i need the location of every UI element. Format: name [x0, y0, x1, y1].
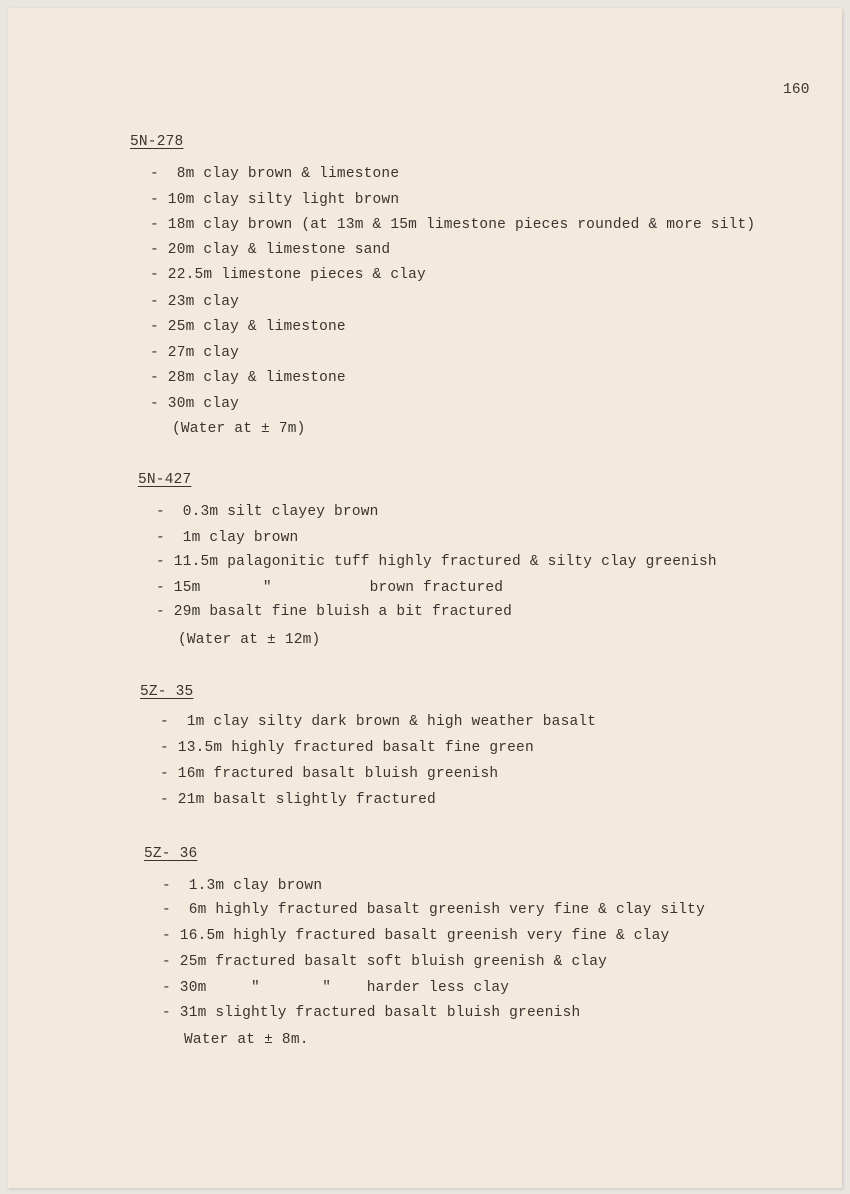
log-entry: - 18m clay brown (at 13m & 15m limestone pieces rounded & more silt)	[150, 217, 756, 233]
log-entry: - 16m fractured basalt bluish greenish	[160, 766, 499, 782]
log-entry: - 27m clay	[150, 345, 240, 361]
log-entry: - 10m clay silty light brown	[150, 192, 400, 208]
water-note: (Water at ± 12m)	[178, 632, 321, 648]
water-note: (Water at ± 7m)	[172, 421, 306, 437]
log-entry: - 11.5m palagonitic tuff highly fractured & silty clay greenish	[156, 554, 717, 570]
log-entry: - 22.5m limestone pieces & clay	[150, 267, 426, 283]
log-entry: - 1m clay silty dark brown & high weather basalt	[160, 714, 597, 730]
log-entry: - 1.3m clay brown	[162, 878, 323, 894]
water-note: Water at ± 8m.	[184, 1032, 309, 1048]
log-entry: - 28m clay & limestone	[150, 370, 346, 386]
section-heading: 5N-278	[130, 134, 184, 150]
log-entry: - 23m clay	[150, 294, 240, 310]
log-entry: - 30m clay	[150, 396, 240, 412]
page-number: 160	[783, 82, 810, 98]
log-entry: - 25m fractured basalt soft bluish greenish & clay	[162, 954, 608, 970]
document-page	[8, 8, 842, 1188]
section-heading: 5N-427	[138, 472, 192, 488]
log-entry: - 15m " brown fractured	[156, 580, 504, 596]
section-heading: 5Z- 36	[144, 846, 198, 862]
section-heading: 5Z- 35	[140, 684, 194, 700]
log-entry: - 1m clay brown	[156, 530, 299, 546]
log-entry: - 8m clay brown & limestone	[150, 166, 400, 182]
log-entry: - 31m slightly fractured basalt bluish greenish	[162, 1005, 581, 1021]
log-entry: - 21m basalt slightly fractured	[160, 792, 436, 808]
log-entry: - 25m clay & limestone	[150, 319, 346, 335]
log-entry: - 16.5m highly fractured basalt greenish very fine & clay	[162, 928, 670, 944]
log-entry: - 30m " " harder less clay	[162, 980, 510, 996]
log-entry: - 0.3m silt clayey brown	[156, 504, 379, 520]
log-entry: - 13.5m highly fractured basalt fine green	[160, 740, 534, 756]
log-entry: - 29m basalt fine bluish a bit fractured	[156, 604, 513, 620]
log-entry: - 6m highly fractured basalt greenish very fine & clay silty	[162, 902, 705, 918]
log-entry: - 20m clay & limestone sand	[150, 242, 391, 258]
